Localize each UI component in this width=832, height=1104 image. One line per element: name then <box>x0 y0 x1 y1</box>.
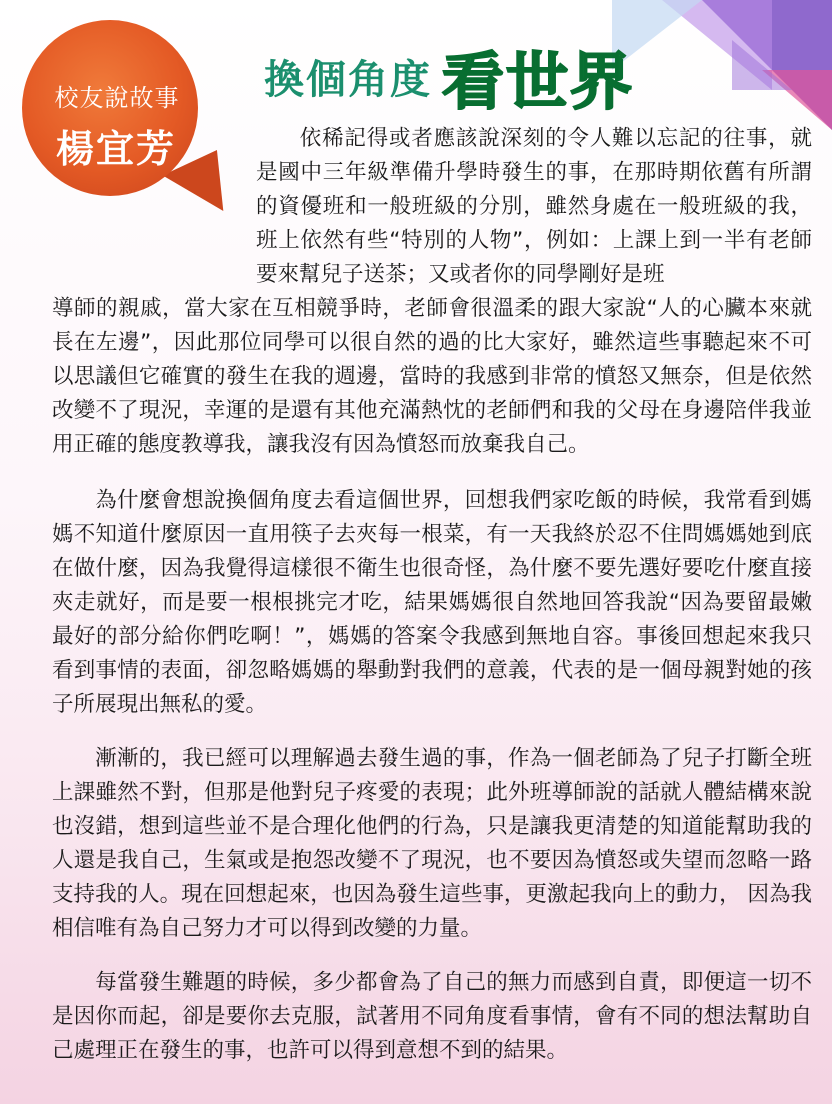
paragraph-3-text: 漸漸的，我已經可以理解過去發生過的事，作為一個老師為了兒子打斷全班上課雖然不對，但那是他對兒子疼愛的表現；此外班導師說的話就人體結構來說也沒錯，想到這些並不是合理化他們的行為，只是讓我更清楚的知道能幫助我的人還是我自己，生氣或是抱怨改變不了現況，也不要因為憤怒或失望而忽略一路支持我的人。現在回想起來，也因為發生這些事，更激起我向上的動力， 因為我相信唯有為自己努力才可以得到改變的力量。 <box>52 746 812 941</box>
paragraph-2-text: 為什麼會想說換個角度去看這個世界，回想我們家吃飯的時候，我常看到媽媽不知道什麼原因一直用筷子去夾每一根菜，有一天我終於忍不住問媽媽她到底在做什麼，因為我覺得這樣很不衛生也很奇怪，為什麼不要先選好要吃什麼直接夾走就好，而是要一根根挑完才吃，結果媽媽很自然地回答我說“因為要留最嫩最好的部分給你們吃啊！”，媽媽的答案令我感到無地自容。事後回想起來我只看到事情的表面，卻忽略媽媽的舉動對我們的意義，代表的是一個母親對她的孩子所展現出無私的愛。 <box>52 488 812 717</box>
paragraph-1-wrapped <box>256 122 812 292</box>
paragraph-4 <box>52 966 812 1068</box>
title-part2: 看世界 <box>442 45 635 118</box>
paragraph-3 <box>52 742 812 946</box>
page-title <box>264 32 634 121</box>
title-part1: 換個角度 <box>264 57 432 103</box>
author-name: 楊宜芳 <box>55 126 176 171</box>
badge-label: 校友說故事 <box>54 84 180 112</box>
author-badge <box>22 20 222 216</box>
paragraph-1-wrapped-text: 依稀記得或者應該說深刻的令人難以忘記的往事，就是國中三年級準備升學時發生的事，在那時期依舊有所謂的資優班和一般班級的分別，雖然身處在一般班級的我，班上依然有些“特別的人物”，例如：上課上到一半有老師要來幫兒子送茶；又或者你的同學剛好是班 <box>256 126 812 287</box>
paragraph-4-text: 每當發生難題的時候，多少都會為了自己的無力而感到自責，即便這一切不是因你而起，卻是要你去克服，試著用不同角度看事情，會有不同的想法幫助自己處理正在發生的事，也許可以得到意想不到的結果。 <box>52 970 812 1063</box>
paragraph-2 <box>52 484 812 722</box>
paragraph-1-continued: 導師的親戚，當大家在互相競爭時，老師會很溫柔的跟大家說“人的心臟本來就長在左邊”，因此那位同學可以很自然的過的比大家好，雖然這些事聽起來不可以思議但它確實的發生在我的週邊，當時的我感到非常的憤怒又無奈，但是依然改變不了現況，幸運的是還有其他充滿熱忱的老師們和我的父母在身邊陪伴我並用正確的態度教導我，讓我沒有因為憤怒而放棄我自己。 <box>52 296 812 457</box>
